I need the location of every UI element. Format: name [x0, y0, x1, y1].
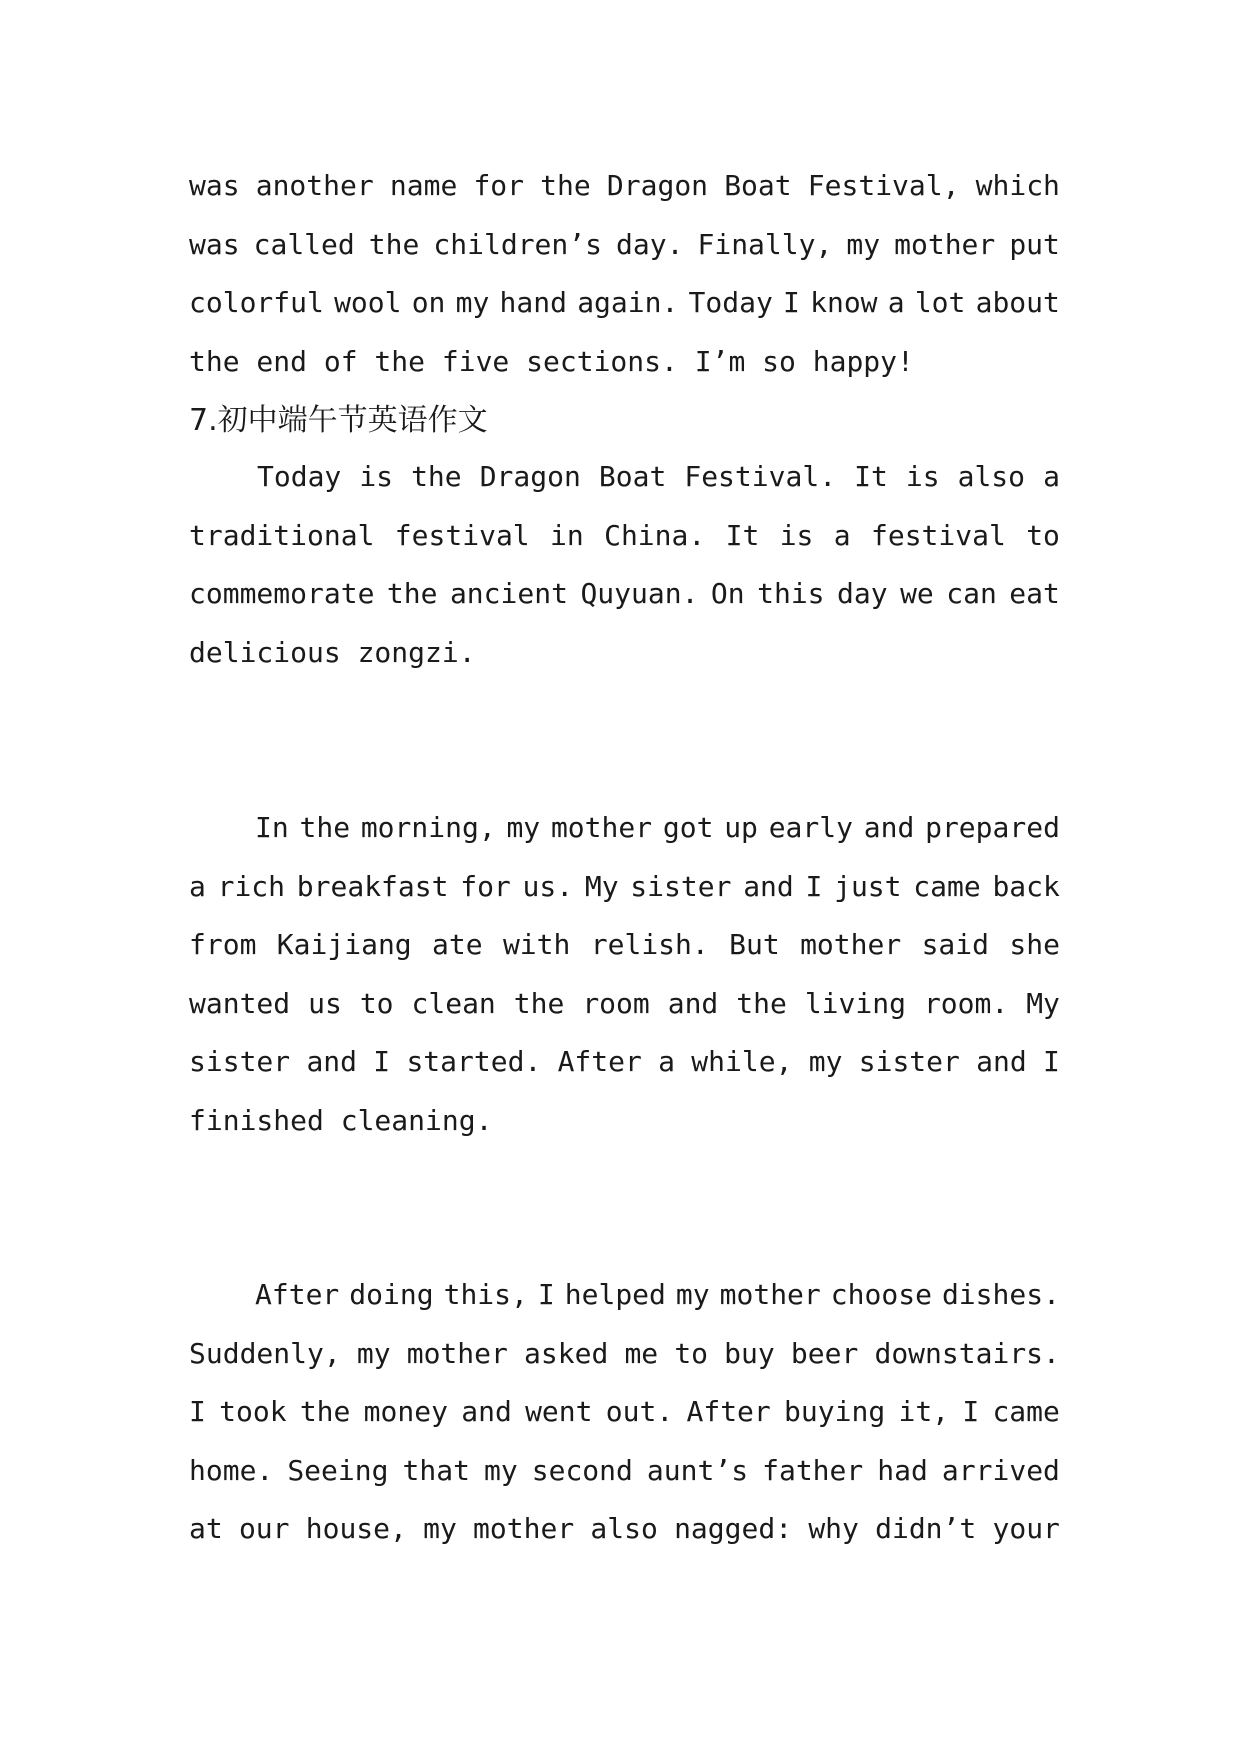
word: Boat [598, 460, 667, 493]
word: Seeing [287, 1453, 389, 1487]
word: money [363, 1395, 448, 1428]
text-line [189, 1266, 1060, 1325]
word: day. [616, 227, 684, 261]
word: I [1043, 1045, 1060, 1078]
word: had [877, 1453, 928, 1487]
word: Boat [724, 169, 792, 202]
word: mother [719, 1278, 821, 1311]
word: Festival. [684, 460, 837, 493]
text-line [189, 274, 1060, 333]
word: early [768, 811, 853, 844]
word: On [710, 577, 745, 610]
word: my [808, 1045, 843, 1078]
word: why [808, 1512, 859, 1545]
word: for [460, 869, 511, 903]
word: it, [898, 1395, 950, 1428]
word: at [189, 1512, 223, 1545]
word: from [189, 928, 257, 961]
word: rich [217, 869, 286, 903]
text-line [189, 1033, 1060, 1092]
word: your [992, 1512, 1060, 1545]
word: put [1009, 227, 1060, 261]
word: second [531, 1453, 633, 1487]
word: buying [784, 1395, 886, 1428]
word: father [762, 1453, 864, 1487]
word: on [411, 286, 446, 319]
word: was [189, 169, 240, 202]
word: After [255, 1278, 340, 1311]
word: name [389, 169, 458, 202]
text-line [189, 565, 1060, 624]
word: choose [830, 1278, 932, 1311]
intro-paragraph [189, 157, 1060, 391]
word: also [957, 460, 1026, 493]
word: I [805, 869, 823, 903]
word: was [189, 227, 240, 261]
word: clean [411, 986, 496, 1020]
text-line [189, 1442, 1060, 1501]
text-line [189, 448, 1060, 507]
word: a [887, 286, 905, 319]
word: I [189, 1395, 206, 1428]
text-line [189, 858, 1060, 917]
word: mother [406, 1336, 508, 1370]
word: to [674, 1336, 709, 1370]
text-line [189, 975, 1060, 1034]
text-line [189, 799, 1060, 858]
word: the [299, 1395, 351, 1428]
word: eat [1009, 577, 1060, 610]
word: know [810, 286, 878, 319]
paragraph-3 [189, 1266, 1060, 1559]
word: with [502, 928, 571, 961]
word: Festival, [807, 169, 960, 202]
text-line [189, 1383, 1060, 1442]
word: about [975, 286, 1060, 319]
word: traditional [189, 518, 375, 552]
word: this, [443, 1278, 528, 1311]
word: the [368, 227, 420, 261]
word: asked [524, 1336, 609, 1370]
word: I [537, 1278, 555, 1311]
word: living [804, 986, 906, 1020]
word: China. [604, 518, 706, 552]
word: morning, [360, 811, 496, 844]
word: It [854, 460, 888, 493]
word: sister [189, 1045, 291, 1078]
word: Finally, [697, 227, 833, 261]
word: aunt’s [646, 1453, 749, 1487]
word: she [1009, 928, 1060, 961]
word: lot [914, 286, 966, 319]
section-heading: 7.初中端午节英语作文 [189, 403, 488, 438]
word: house, [305, 1512, 407, 1545]
text-line [189, 916, 1060, 975]
word: My [584, 869, 619, 903]
word: our [238, 1512, 290, 1545]
text-line [189, 507, 1060, 566]
word: helped [564, 1278, 666, 1311]
word: my [356, 1336, 391, 1370]
word: I [783, 286, 800, 319]
word: Quyuan. [580, 577, 699, 610]
text-line [189, 1500, 1060, 1559]
word: commemorate [189, 577, 375, 610]
word: room. [923, 986, 1009, 1020]
word: sister [630, 869, 732, 903]
word: the [540, 169, 591, 202]
word: mother [800, 928, 902, 961]
word: in [550, 518, 584, 552]
word: day [837, 577, 888, 610]
word: colorful [189, 286, 324, 319]
word: downstairs. [874, 1336, 1060, 1370]
word: and [976, 1045, 1027, 1078]
word: wool [334, 286, 402, 319]
word: After [686, 1395, 771, 1428]
word: me [624, 1336, 659, 1370]
word: called [253, 227, 355, 261]
word: a [189, 869, 206, 903]
word: arrived [941, 1453, 1060, 1487]
word: hand [499, 286, 567, 319]
word: a [658, 1045, 676, 1078]
word: wanted [189, 986, 291, 1020]
word: It [725, 518, 760, 552]
word: a [833, 518, 851, 552]
word: and [306, 1045, 358, 1078]
word: us. [522, 869, 574, 903]
word: and [667, 986, 719, 1020]
word: that [402, 1453, 470, 1487]
word: festival [870, 518, 1006, 552]
word: also [590, 1512, 658, 1545]
word: Suddenly, [189, 1336, 341, 1370]
word: I [962, 1395, 980, 1428]
word: said [921, 928, 990, 961]
word: back [992, 869, 1060, 903]
word: mother [550, 811, 653, 844]
word: prepared [925, 811, 1060, 844]
word: went [525, 1395, 593, 1428]
word: Dragon [479, 460, 581, 493]
word: the [736, 986, 787, 1020]
word: for [473, 169, 525, 202]
word: Dragon [606, 169, 709, 202]
word: we [900, 577, 934, 610]
word: got [662, 811, 714, 844]
word: In [255, 811, 289, 844]
word: dishes. [941, 1278, 1060, 1311]
word: doing [349, 1278, 434, 1311]
word: came [992, 1395, 1060, 1428]
word: my [506, 811, 541, 844]
word: home. [189, 1453, 274, 1487]
word: relish. [590, 928, 709, 961]
paragraph-1 [189, 448, 1060, 682]
word: the [299, 811, 351, 844]
word: is [359, 460, 394, 493]
word: this [757, 577, 825, 610]
word: my [455, 286, 490, 319]
word: again. [577, 286, 679, 319]
word: started. [406, 1045, 542, 1078]
word: the [411, 460, 462, 493]
text-line: the end of the five sections. I’m so happy! [189, 344, 914, 378]
word: beer [790, 1336, 859, 1370]
word: Today [688, 286, 773, 319]
word: festival [394, 518, 530, 552]
word: breakfast [296, 869, 449, 903]
word: didn’t [875, 1512, 977, 1545]
word: But [729, 928, 780, 961]
word: ancient [449, 577, 568, 610]
word: while, [691, 1045, 793, 1078]
word: ate [432, 928, 483, 961]
paragraph-2 [189, 799, 1060, 1150]
word: the [513, 986, 565, 1020]
text-line [189, 216, 1060, 275]
word: I [373, 1045, 391, 1078]
word: which [975, 169, 1060, 202]
word: mother [894, 227, 996, 261]
word: room [582, 986, 650, 1020]
word: mother [473, 1512, 575, 1545]
word: children’s [433, 227, 602, 261]
text-line [189, 1325, 1060, 1384]
word: is [905, 460, 940, 493]
word: buy [724, 1336, 775, 1370]
word: is [779, 518, 814, 552]
word: came [913, 869, 981, 903]
word: to [359, 986, 394, 1020]
word: my [423, 1512, 457, 1545]
word: Today [257, 460, 342, 493]
word: After [557, 1045, 642, 1078]
word: and [743, 869, 794, 903]
word: out. [605, 1395, 674, 1428]
word: up [724, 811, 758, 844]
word: nagged: [674, 1512, 793, 1545]
word: My [1026, 986, 1060, 1020]
word: the [386, 577, 438, 610]
word: Kaijiang [276, 928, 412, 961]
word: can [946, 577, 997, 610]
text-line [189, 157, 1060, 216]
text-line: finished cleaning. [189, 1103, 493, 1137]
word: and [461, 1395, 512, 1428]
word: another [255, 169, 374, 202]
word: a [1043, 460, 1060, 493]
word: my [846, 227, 881, 261]
text-line: delicious zongzi. [189, 635, 476, 669]
word: my [483, 1453, 518, 1487]
word: my [675, 1278, 710, 1311]
word: took [219, 1395, 287, 1428]
word: and [863, 811, 915, 844]
word: just [834, 869, 902, 903]
word: us [308, 986, 342, 1020]
word: sister [858, 1045, 960, 1078]
word: to [1026, 518, 1060, 552]
